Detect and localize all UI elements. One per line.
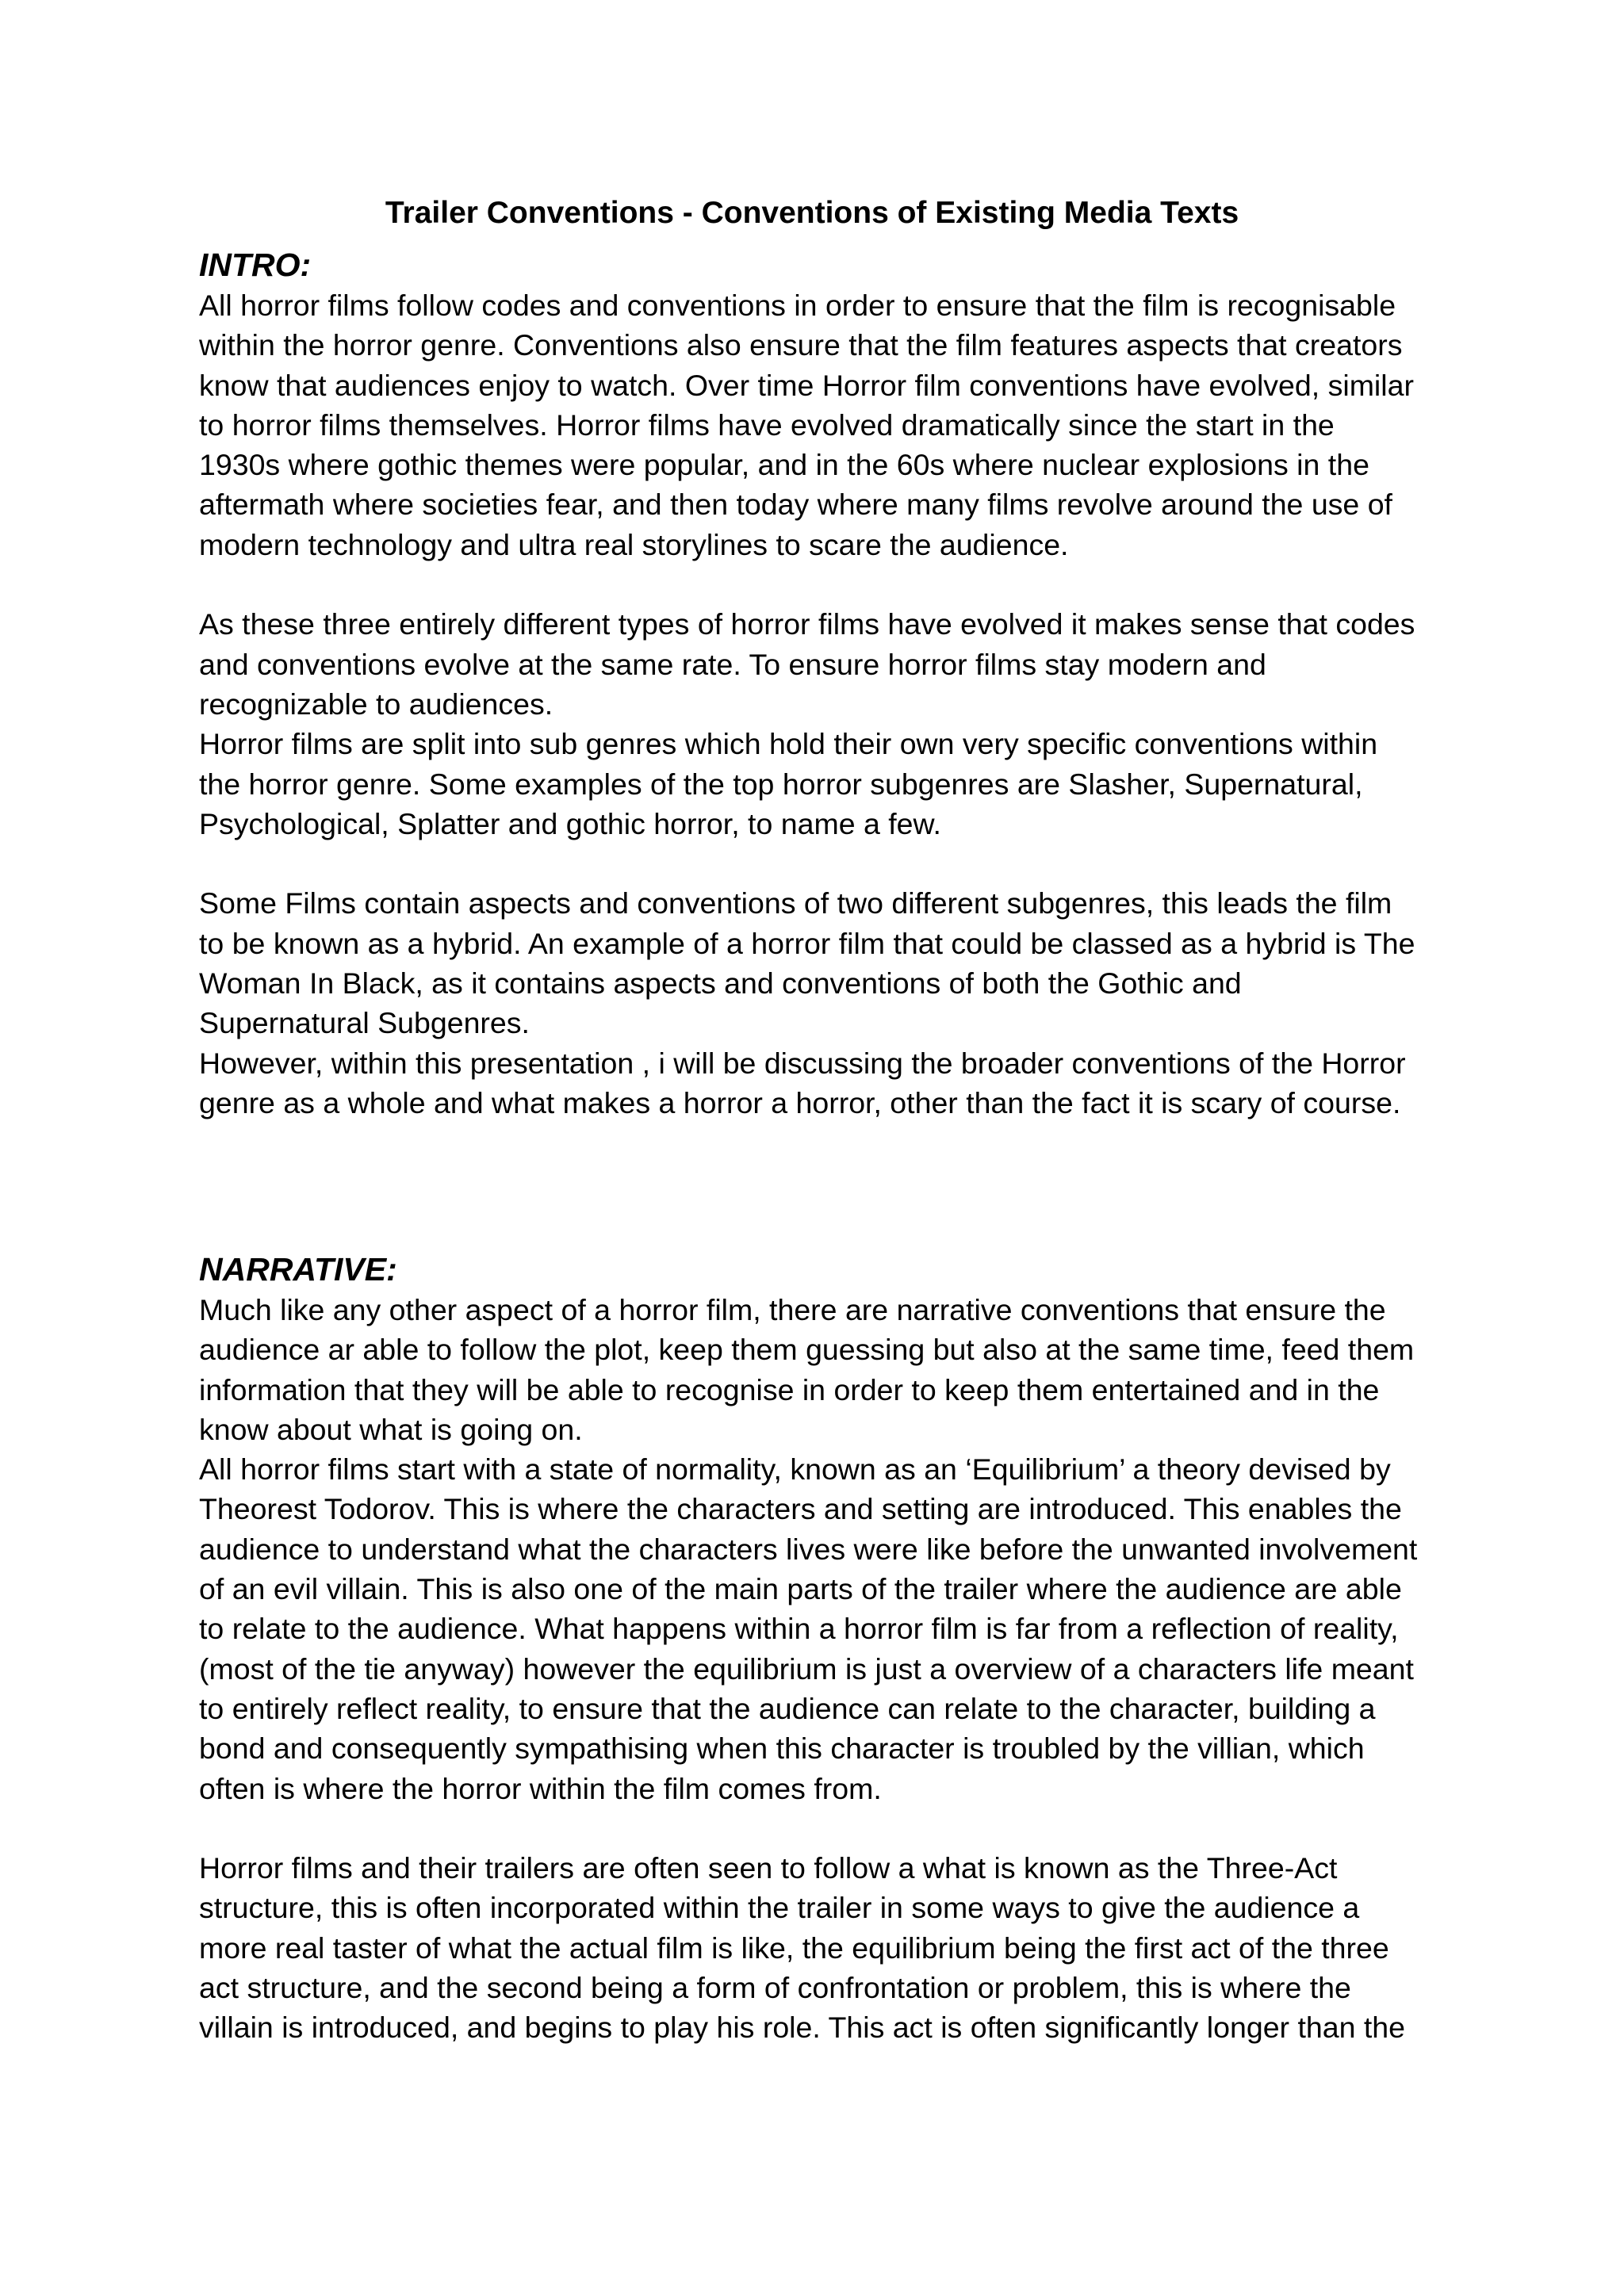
narrative-line: villain is introduced, and begins to play his role. This act is often significantly longer than the xyxy=(199,2011,1406,2045)
intro-line: Psychological, Splatter and gothic horror, to name a few. xyxy=(199,806,941,840)
narrative-line: audience to understand what the characters lives were like before the unwanted involvement xyxy=(199,1532,1418,1566)
intro-section xyxy=(199,244,1500,1123)
narrative-line: act structure, and the second being a form of confrontation or problem, this is where the xyxy=(199,1971,1351,2005)
intro-line: 1930s where gothic themes were popular, and in the 60s where nuclear explosions in the xyxy=(199,448,1369,482)
narrative-heading: NARRATIVE: xyxy=(199,1251,397,1288)
intro-body xyxy=(199,285,1500,1123)
intro-line: Woman In Black, as it contains aspects and conventions of both the Gothic and xyxy=(199,966,1242,1001)
intro-line: Supernatural Subgenres. xyxy=(199,1006,530,1040)
narrative-body xyxy=(199,1290,1500,2048)
intro-line: aftermath where societies fear, and then today where many films revolve around the use of xyxy=(199,488,1392,522)
intro-line: know that audiences enjoy to watch. Over time Horror film conventions have evolved, similar xyxy=(199,368,1414,402)
intro-line: within the horror genre. Conventions also ensure that the film features aspects that creators xyxy=(199,328,1403,362)
intro-line: Some Films contain aspects and conventions of two different subgenres, this leads the film xyxy=(199,886,1392,920)
narrative-line: audience ar able to follow the plot, keep them guessing but also at the same time, feed them xyxy=(199,1333,1415,1367)
intro-line: All horror films follow codes and conventions in order to ensure that the film is recognisable xyxy=(199,289,1396,322)
intro-line: modern technology and ultra real storylines to scare the audience. xyxy=(199,527,1069,561)
intro-line: recognizable to audiences. xyxy=(199,687,553,721)
paragraph-gap xyxy=(199,844,1500,883)
narrative-line: structure, this is often incorporated within the trailer in some ways to give the audience a xyxy=(199,1891,1360,1925)
intro-line: and conventions evolve at the same rate. To ensure horror films stay modern and xyxy=(199,647,1266,681)
paragraph-gap xyxy=(199,1808,1500,1848)
narrative-line: more real taster of what the actual film is like, the equilibrium being the first act of the three xyxy=(199,1931,1389,1965)
narrative-line: information that they will be able to recognise in order to keep them entertained and in the xyxy=(199,1372,1380,1406)
intro-line: to horror films themselves. Horror films have evolved dramatically since the start in the xyxy=(199,408,1335,442)
narrative-line: often is where the horror within the film comes from. xyxy=(199,1771,882,1805)
narrative-line: bond and consequently sympathising when this character is troubled by the villian, which xyxy=(199,1732,1365,1766)
narrative-line: Much like any other aspect of a horror film, there are narrative conventions that ensure the xyxy=(199,1293,1386,1326)
narrative-line: to entirely reflect reality, to ensure that the audience can relate to the character, building a xyxy=(199,1691,1376,1725)
paragraph-gap xyxy=(199,564,1500,604)
narrative-line: know about what is going on. xyxy=(199,1412,583,1446)
intro-line: However, within this presentation , i will be discussing the broader conventions of the Horror xyxy=(199,1046,1406,1080)
intro-line: to be known as a hybrid. An example of a horror film that could be classed as a hybrid is The xyxy=(199,926,1415,960)
intro-line: the horror genre. Some examples of the top horror subgenres are Slasher, Supernatural, xyxy=(199,767,1363,801)
intro-heading: INTRO: xyxy=(199,247,312,283)
narrative-line: of an evil villain. This is also one of the main parts of the trailer where the audience are able xyxy=(199,1572,1402,1606)
narrative-line: (most of the tie anyway) however the equilibrium is just a overview of a characters life meant xyxy=(199,1651,1414,1686)
document-title: Trailer Conventions - Conventions of Existing Media Texts xyxy=(385,196,1239,230)
intro-line: Horror films are split into sub genres which hold their own very specific conventions within xyxy=(199,727,1378,761)
intro-line: As these three entirely different types of horror films have evolved it makes sense that codes xyxy=(199,607,1415,641)
intro-line: genre as a whole and what makes a horror a horror, other than the fact it is scary of course. xyxy=(199,1085,1401,1119)
narrative-section xyxy=(199,1249,1500,2048)
narrative-line: to relate to the audience. What happens within a horror film is far from a reflection of reality, xyxy=(199,1612,1399,1646)
narrative-line: Horror films and their trailers are often seen to follow a what is known as the Three-Act xyxy=(199,1851,1338,1885)
narrative-line: All horror films start with a state of normality, known as an ‘Equilibrium’ a theory devised by xyxy=(199,1452,1391,1487)
narrative-line: Theorest Todorov. This is where the characters and setting are introduced. This enables the xyxy=(199,1492,1402,1526)
